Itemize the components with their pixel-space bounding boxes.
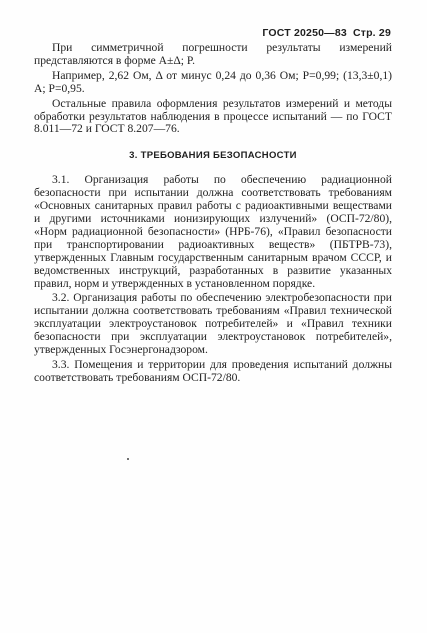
paragraph-3-2: 3.2. Организация работы по обеспечению электробезопасности при испытании должна соответствовать требованиям «Правил технической эксплуатации электроустановок потребителей» и «Правил техники безопасности при эксплуатации электроустановок потребителей», утвержденных Госэнергонадзором.	[34, 291, 392, 357]
section-heading: 3. ТРЕБОВАНИЯ БЕЗОПАСНОСТИ	[129, 150, 297, 162]
paragraph-example: Например, 2,62 Ом, Δ от минус 0,24 до 0,36 Ом; P=0,99; (13,3±0,1) A; P=0,95.	[34, 68, 392, 95]
paragraph-3-1: 3.1. Организация работы по обеспечению радиационной безопасности при испытании должна соответствовать требованиям «Основных санитарных правил работы с радиоактивными веществами и другими источниками ионизирующих излучений» (ОСП-72/80), «Норм радиационной безопасности» (НРБ-76), «Правил безопасности при транспортировании радиоактивных веществ» (ПБТРВ-73), утвержденных Главным государственным санитарным врачом СССР, и ведомственных инструкций, разработанных в развитие указанных правил, норм и утвержденных в установленном порядке.	[34, 173, 392, 290]
scan-speck	[127, 458, 129, 460]
page-number: Стр. 29	[352, 27, 391, 39]
standard-number: ГОСТ 20250—83	[262, 27, 347, 39]
paragraph-other-rules: Остальные правила оформления результатов измерений и методы обработки результатов наблюдения в процессе испытаний — по ГОСТ 8.011—72 и ГОСТ 8.207—76.	[34, 96, 392, 136]
page-header	[262, 27, 391, 39]
paragraph-3-3: 3.3. Помещения и территории для проведения испытаний должны соответствовать требованиям ОСП-72/80.	[34, 357, 392, 384]
paragraph-symmetric-error: При симметричной погрешности результаты измерений представляются в форме A±Δ; P.	[34, 41, 392, 67]
page-body	[34, 42, 392, 387]
